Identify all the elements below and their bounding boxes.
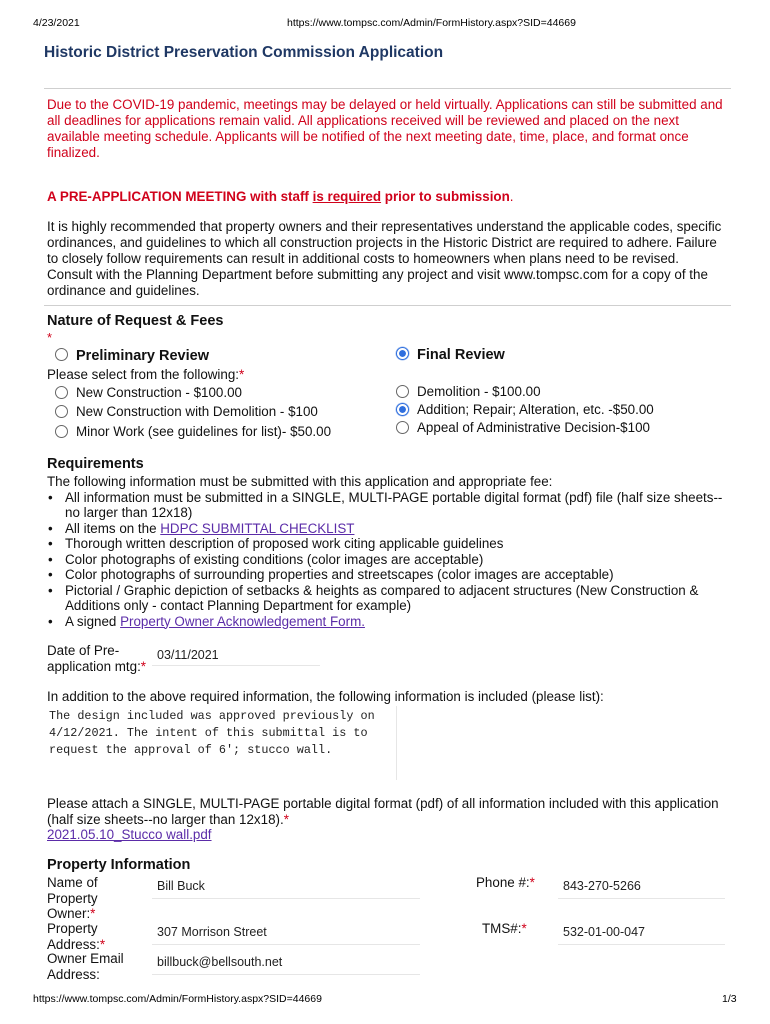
- select-prompt: Please select from the following:*: [47, 367, 245, 382]
- intro-paragraph: It is highly recommended that property owners and their representatives understand the applicable codes, specific ordinances, and guidelines to which all construction projects in the Historic District are required to adhere. Failure to closely follow requirements can result in additional costs to homeowners when plans need to be revised. Consult with the Planning Department before submitting any project and visit www.tompsc.com for a copy of the ordinance and guidelines.: [47, 219, 722, 298]
- page-title: Historic District Preservation Commission Application: [44, 44, 444, 61]
- address-input[interactable]: 307 Morrison Street: [157, 925, 267, 939]
- divider: [44, 305, 731, 306]
- property-heading: Property Information: [47, 857, 191, 873]
- covid-notice: Due to the COVID-19 pandemic, meetings may be delayed or held virtually. Applications can still be submitted and all deadlines for applications remain valid. All applications received will be reviewed and placed on the next available meeting schedule. Applicants will be notified of the next meeting date, time, place, and format once finalized.: [47, 97, 723, 160]
- textarea-edge: [396, 706, 397, 780]
- addition-repair-radio[interactable]: [396, 403, 409, 416]
- print-date: 4/23/2021: [33, 17, 80, 29]
- list-item: • Color photographs of existing conditions (color images are acceptable): [47, 552, 737, 568]
- field-underline: [558, 898, 725, 899]
- field-underline: [152, 944, 420, 945]
- footer-url: https://www.tompsc.com/Admin/FormHistory.aspx?SID=44669: [33, 993, 322, 1005]
- pre-application-notice: A PRE-APPLICATION MEETING with staff is required prior to submission.: [47, 189, 514, 204]
- additional-info-label: In addition to the above required information, the following information is included (please list):: [47, 689, 604, 704]
- list-item: • A signed Property Owner Acknowledgement Form.: [47, 614, 737, 630]
- minor-work-radio[interactable]: [55, 425, 68, 438]
- print-url: https://www.tompsc.com/Admin/FormHistory.aspx?SID=44669: [287, 17, 576, 29]
- demolition-radio[interactable]: [396, 385, 409, 398]
- nature-heading: Nature of Request & Fees: [47, 313, 224, 329]
- list-item: • Color photographs of surrounding properties and streetscapes (color images are acceptable): [47, 567, 737, 583]
- list-item: • All information must be submitted in a SINGLE, MULTI-PAGE portable digital format (pdf) file (half size sheets--no larger than 12x18): [47, 490, 737, 521]
- field-underline: [152, 974, 420, 975]
- new-construction-demolition-label: New Construction with Demolition - $100: [76, 404, 318, 419]
- address-label: Property Address:*: [47, 921, 106, 952]
- attached-file-link[interactable]: 2021.05.10_Stucco wall.pdf: [47, 827, 212, 842]
- field-underline: [152, 898, 420, 899]
- appeal-radio[interactable]: [396, 421, 409, 434]
- date-input[interactable]: 03/11/2021: [157, 648, 219, 662]
- new-construction-demolition-radio[interactable]: [55, 405, 68, 418]
- page-number: 1/3: [722, 993, 737, 1005]
- minor-work-label: Minor Work (see guidelines for list)- $50.00: [76, 424, 332, 439]
- tms-input[interactable]: 532-01-00-047: [563, 925, 646, 939]
- additional-info-textarea[interactable]: The design included was approved previously on 4/12/2021. The intent of this submittal is to request the approval of 6'; stucco wall.: [49, 709, 375, 757]
- email-input[interactable]: billbuck@bellsouth.net: [157, 955, 283, 969]
- appeal-label: Appeal of Administrative Decision-$100: [417, 420, 650, 435]
- acknowledgement-form-link[interactable]: Property Owner Acknowledgement Form.: [120, 613, 365, 629]
- field-underline: [152, 665, 320, 666]
- owner-label: Name of Property Owner:*: [47, 875, 98, 921]
- phone-label: Phone #:*: [476, 875, 535, 890]
- requirements-intro: The following information must be submitted with this application and appropriate fee:: [47, 474, 553, 489]
- attach-label: Please attach a SINGLE, MULTI-PAGE portable digital format (pdf) of all information included with this application (half size sheets--no larger than 12x18).*: [47, 796, 719, 827]
- demolition-label: Demolition - $100.00: [417, 384, 541, 399]
- tms-label: TMS#:*: [482, 921, 527, 936]
- requirements-list: [47, 474, 737, 629]
- preliminary-review-label: Preliminary Review: [76, 348, 209, 364]
- addition-repair-label: Addition; Repair; Alteration, etc. -$50.00: [417, 402, 654, 417]
- new-construction-radio[interactable]: [55, 386, 68, 399]
- preliminary-review-radio[interactable]: [55, 348, 68, 361]
- date-label: Date of Pre-application mtg:*: [47, 643, 147, 674]
- final-review-radio[interactable]: [396, 347, 409, 360]
- new-construction-label: New Construction - $100.00: [76, 385, 242, 400]
- list-item: • Thorough written description of proposed work citing applicable guidelines: [47, 536, 737, 552]
- field-underline: [558, 944, 725, 945]
- email-label: Owner Email Address:: [47, 951, 124, 982]
- list-item: • Pictorial / Graphic depiction of setbacks & heights as compared to adjacent structures (New Construction & Additions only - contact Planning Department for example): [47, 583, 737, 614]
- list-item: • All items on the HDPC SUBMITTAL CHECKLIST: [47, 521, 737, 537]
- phone-input[interactable]: 843-270-5266: [563, 879, 641, 893]
- owner-input[interactable]: Bill Buck: [157, 879, 205, 893]
- checklist-link[interactable]: HDPC SUBMITTAL CHECKLIST: [160, 520, 355, 536]
- requirements-heading: Requirements: [47, 456, 144, 472]
- required-mark: *: [47, 330, 53, 345]
- final-review-label: Final Review: [417, 347, 505, 363]
- divider: [44, 88, 731, 89]
